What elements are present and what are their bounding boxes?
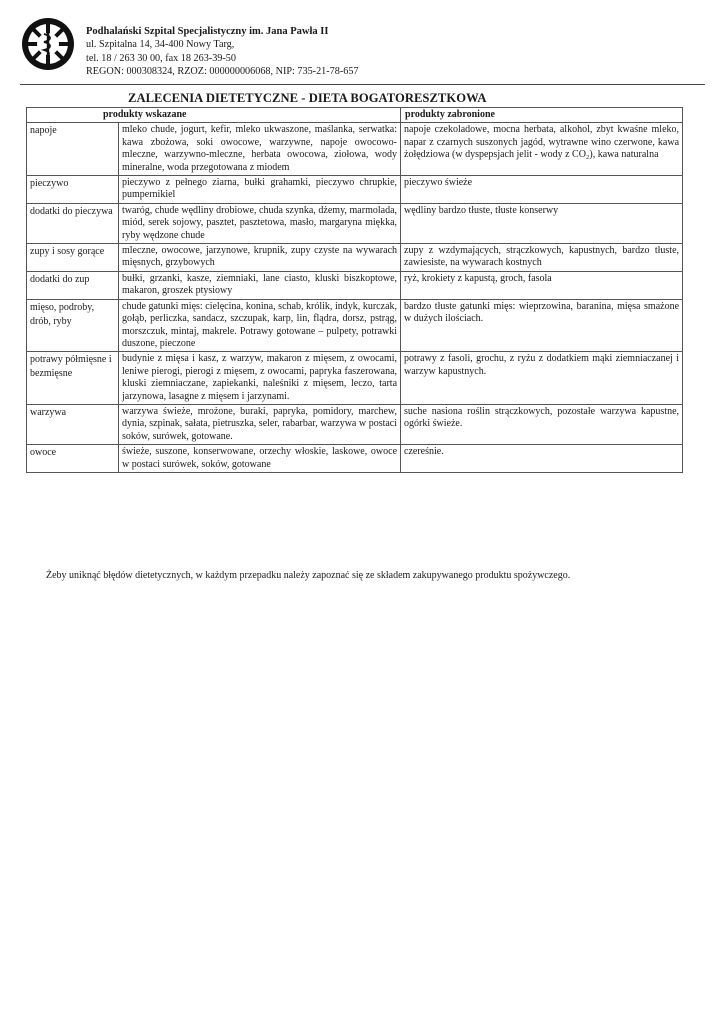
row-allowed: mleczne, owocowe, jarzynowe, krupnik, zupy czyste na wywarach mięsnych, grzybowych xyxy=(119,244,401,272)
row-forbidden: ryż, krokiety z kapustą, groch, fasola xyxy=(401,271,683,299)
row-category: owoce xyxy=(27,445,119,473)
org-address: ul. Szpitalna 14, 34-400 Nowy Targ, xyxy=(86,39,235,51)
table-row xyxy=(27,352,683,405)
row-forbidden: wędliny bardzo tłuste, tłuste konserwy xyxy=(401,203,683,243)
row-category: zupy i sosy gorące xyxy=(27,244,119,272)
row-allowed: bułki, grzanki, kasze, ziemniaki, lane ciasto, kluski biszkoptowe, makaron, groszek ptysiowy xyxy=(119,271,401,299)
row-allowed: budynie z mięsa i kasz, z warzyw, makaron z mięsem, z owocami, leniwe pierogi, pierogi z mięsem, z owocami, papryka faszerowana, kluski ziemniaczane, zapiekanki, naleśniki z mięsem, leczo, tarta jarzynowa, lasagne z mięsem i jarzynami. xyxy=(119,352,401,405)
row-forbidden: potrawy z fasoli, grochu, z ryżu z dodatkiem mąki ziemniaczanej i warzyw kapustnych. xyxy=(401,352,683,405)
row-forbidden: napoje czekoladowe, mocna herbata, alkohol, zbyt kwaśne mleko, napar z czarnych suszonych jagód, wytrawne wino czerwone, kawa żołędziowa (w dyspepsjach jelit - wody z CO₂), kawa naturalna xyxy=(401,123,683,176)
row-allowed: mleko chude, jogurt, kefir, mleko ukwaszone, maślanka, serwatka: kawa zbożowa, soki owocowe, warzywne, napoje owocowo-mleczne, warzywno-mleczne, herbata owocowa, ziołowa, wody mineralne, woda przegotowana z miodem xyxy=(119,123,401,176)
table-row xyxy=(27,203,683,243)
table-row xyxy=(27,404,683,444)
table-row xyxy=(27,271,683,299)
org-phone: tel. 18 / 263 30 00, fax 18 263-39-50 xyxy=(86,52,236,64)
table-row xyxy=(27,445,683,473)
row-category: dodatki do zup xyxy=(27,271,119,299)
row-category: pieczywo xyxy=(27,176,119,204)
row-category: dodatki do pieczywa xyxy=(27,203,119,243)
org-name: Podhalański Szpital Specjalistyczny im. Jana Pawła II xyxy=(86,26,329,37)
row-allowed: świeże, suszone, konserwowane, orzechy włoskie, laskowe, owoce w postaci surówek, soków, gotowane xyxy=(119,445,401,473)
row-forbidden: suche nasiona roślin strączkowych, pozostałe warzywa kapustne, ogórki świeże. xyxy=(401,404,683,444)
hospital-logo xyxy=(20,16,76,72)
row-category: napoje xyxy=(27,123,119,176)
row-allowed: chude gatunki mięs: cielęcina, konina, schab, królik, indyk, kurczak, gołąb, perliczka, sandacz, szczupak, karp, lin, flądra, dorsz, pstrąg, morszczuk, mintaj, makrele. Potrawy gotowane – pulpety, potrawki duszone, pieczone xyxy=(119,299,401,352)
diet-table xyxy=(26,107,683,473)
document-title: ZALECENIA DIETETYCZNE - DIETA BOGATORESZTKOWA xyxy=(128,91,487,105)
row-allowed: twaróg, chude wędliny drobiowe, chuda szynka, dżemy, marmolada, miód, serek sojowy, pasztet, pasztetowa, masło, margaryna miękka, ryby wędzone chude xyxy=(119,203,401,243)
table-header-row xyxy=(27,108,683,123)
header-divider xyxy=(20,84,705,85)
row-allowed: warzywa świeże, mrożone, buraki, papryka, pomidory, marchew, dynia, szpinak, sałata, pietruszka, seler, rabarbar, warzywa w postaci soków, surówek, gotowane. xyxy=(119,404,401,444)
row-forbidden: czereśnie. xyxy=(401,445,683,473)
hospital-header xyxy=(86,25,359,79)
row-category: potrawy półmięsne i bezmięsne xyxy=(27,352,119,405)
row-forbidden: zupy z wzdymających, strączkowych, kapustnych, bardzo tłuste, zawiesiste, na wywarach kostnych xyxy=(401,244,683,272)
table-row xyxy=(27,244,683,272)
row-category: mięso, podroby, drób, ryby xyxy=(27,299,119,352)
col-forbidden-header: produkty zabronione xyxy=(401,108,683,123)
table-row xyxy=(27,123,683,176)
table-row xyxy=(27,176,683,204)
row-category: warzywa xyxy=(27,404,119,444)
row-allowed: pieczywo z pełnego ziarna, bułki grahamki, pieczywo chrupkie, pumpernikiel xyxy=(119,176,401,204)
org-ids: REGON: 000308324, RZOZ: 000000006068, NIP: 735-21-78-657 xyxy=(86,66,359,78)
table-row xyxy=(27,299,683,352)
row-forbidden: pieczywo świeże xyxy=(401,176,683,204)
footer-note: Żeby uniknąć błędów dietetycznych, w każdym przepadku należy zapoznać się ze składem zakupywanego produktu spożywczego. xyxy=(46,570,571,581)
row-forbidden: bardzo tłuste gatunki mięs: wieprzowina, baranina, mięsa smażone w dużych ilościach. xyxy=(401,299,683,352)
col-allowed-header: produkty wskazane xyxy=(27,108,401,123)
